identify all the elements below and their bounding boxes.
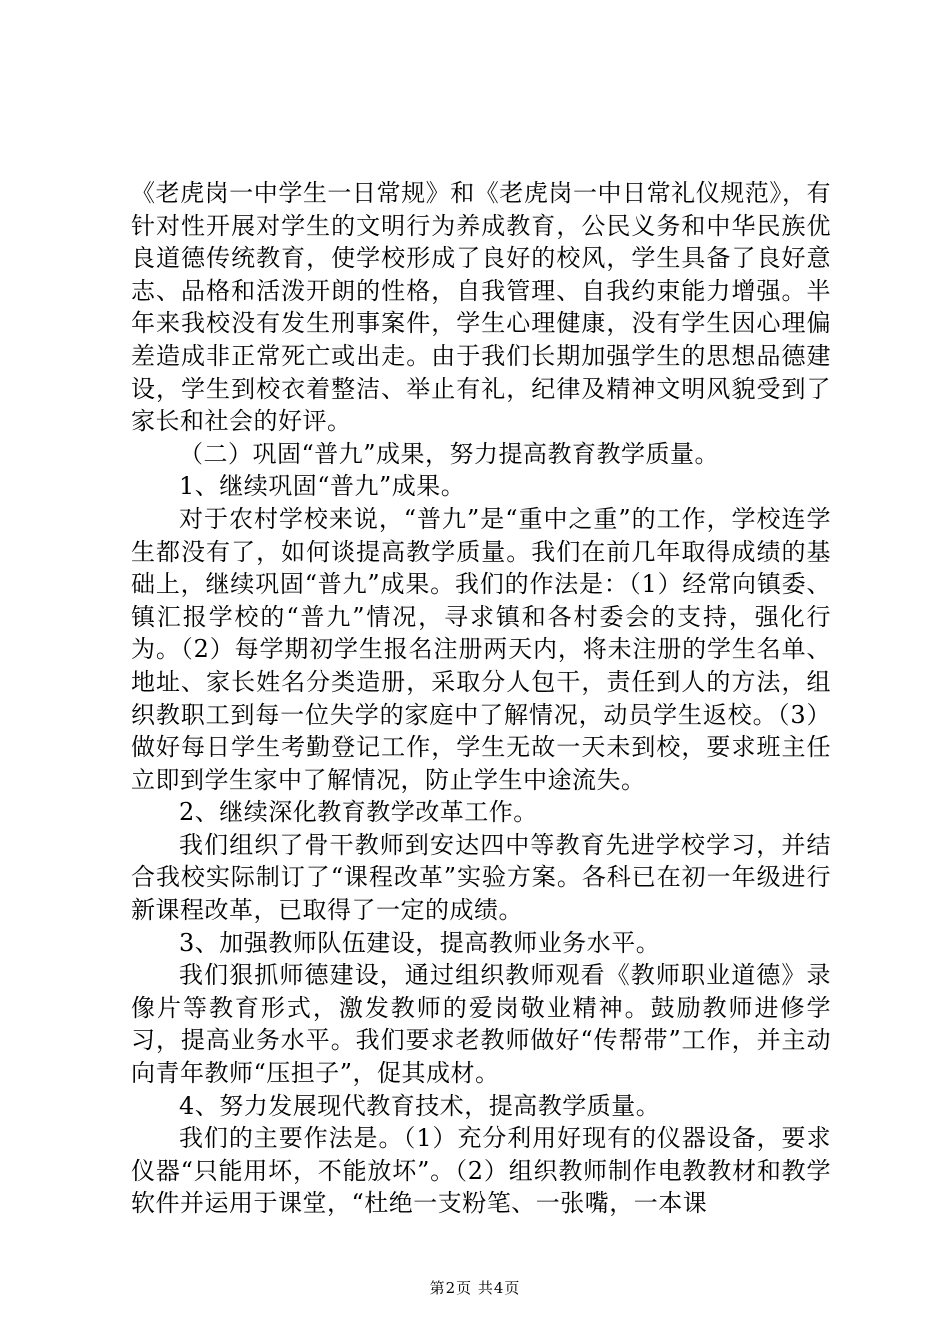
subheading-1: 1、继续巩固“普九”成果。 xyxy=(179,472,466,501)
paragraph-teachers: 我们狠抓师德建设，通过组织教师观看《教师职业道德》录像片等教育形式，激发教师的爱岗敬业精神。鼓励教师进修学习，提高业务水平。我们要求老教师做好“传帮带”工作，并主动向青年教师“压担子”，促其成材。 xyxy=(131,961,831,1088)
paragraph-technology: 我们的主要作法是。（1）充分利用好现有的仪器设备，要求仪器“只能用坏，不能放坏”。（2）组织教师制作电教教材和教学软件并运用于课堂，“杜绝一支粉笔、一张嘴，一本课 xyxy=(131,1124,831,1218)
section-heading-quality: （二）巩固“普九”成果，努力提高教育教学质量。 xyxy=(179,439,720,468)
subheading-3: 3、加强教师队伍建设，提高教师业务水平。 xyxy=(179,928,661,957)
paragraph-school-rules: 《老虎岗一中学生一日常规》和《老虎岗一中日常礼仪规范》，有针对性开展对学生的文明行为养成教育，公民义务和中华民族优良道德传统教育，使学校形成了良好的校风，学生具备了良好意志、品格和活泼开朗的性格，自我管理、自我约束能力增强。半年来我校没有发生刑事案件，学生心理健康，没有学生因心理偏差造成非正常死亡或出走。由于我们长期加强学生的思想品德建设，学生到校衣着整洁、举止有礼，纪律及精神文明风貌受到了家长和社会的好评。 xyxy=(131,179,831,436)
paragraph-reform: 我们组织了骨干教师到安达四中等教育先进学校学习，并结合我校实际制订了“课程改革”实验方案。各科已在初一年级进行新课程改革，已取得了一定的成绩。 xyxy=(131,830,831,925)
paragraph-puji: 对于农村学校来说，“普九”是“重中之重”的工作，学校连学生都没有了，如何谈提高教学质量。我们在前几年取得成绩的基础上，继续巩固“普九”成果。我们的作法是：（1）经常向镇委、镇汇报学校的“普九”情况，寻求镇和各村委会的支持，强化行为。（2）每学期初学生报名注册两天内，将未注册的学生名单、地址、家长姓名分类造册，采取分人包干，责任到人的方法，组织教职工到每一位失学的家庭中了解情况，动员学生返校。（3）做好每日学生考勤登记工作，学生无故一天未到校，要求班主任立即到学生家中了解情况，防止学生中途流失。 xyxy=(131,504,831,794)
document-body xyxy=(131,177,831,1220)
subheading-2: 2、继续深化教育教学改革工作。 xyxy=(179,798,538,827)
page-footer: 第2页 共4页 xyxy=(429,1279,521,1297)
subheading-4: 4、努力发展现代教育技术，提高教学质量。 xyxy=(179,1091,661,1120)
